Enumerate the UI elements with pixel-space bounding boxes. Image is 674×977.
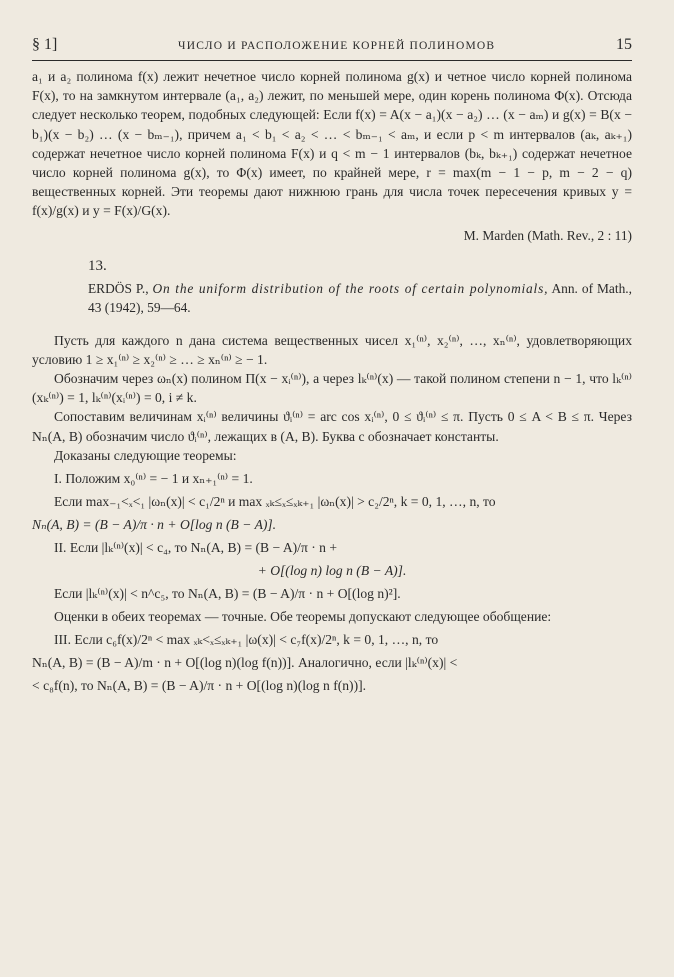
paragraph-angles: Сопоставим величинам xᵢ⁽ⁿ⁾ величины ϑᵢ⁽ⁿ⁾ = arc cos xᵢ⁽ⁿ⁾, 0 ≤ ϑᵢ⁽ⁿ⁾ ≤ π. Пусть 0 ≤ A < B ≤ π. Через Nₙ(A, B) обозначим число ϑᵢ⁽ⁿ⁾, лежащих в (A, B). Буква c обозначает константы. xyxy=(32,409,632,444)
reference-journal: Ann. of Math., 43 (1942), 59—64. xyxy=(88,280,632,315)
reference-title: On the uniform distribution of the roots of certain polynomials, xyxy=(152,280,549,296)
theorem-1-result: Nₙ(A, B) = (B − A)/π · n + O[log n (B − A)]. xyxy=(32,517,277,533)
running-header xyxy=(32,36,632,54)
review-attribution: M. Marden (Math. Rev., 2 : 11) xyxy=(463,227,632,243)
paragraph-theorems-intro: Доказаны следующие теоремы: xyxy=(54,447,237,463)
theorem-2-alternative: Если |lₖ⁽ⁿ⁾(x)| < n^c₅, то Nₙ(A, B) = (B − A)/π · n + O[(log n)²]. xyxy=(54,586,401,602)
page-number: 15 xyxy=(616,36,632,53)
header-rule xyxy=(32,60,632,61)
theorem-3-result: Nₙ(A, B) = (B − A)/m · n + O[(log n)(log f(n))]. Аналогично, если |lₖ⁽ⁿ⁾(x)| < xyxy=(32,655,458,671)
section-mark: § 1] xyxy=(32,36,58,53)
item-number: 13. xyxy=(88,257,107,274)
theorem-1-head: I. Положим x₀⁽ⁿ⁾ = − 1 и xₙ₊₁⁽ⁿ⁾ = 1. xyxy=(54,471,253,487)
paragraph-setup: Пусть для каждого n дана система вещественных чисел x₁⁽ⁿ⁾, x₂⁽ⁿ⁾, …, xₙ⁽ⁿ⁾, удовлетворяющих условию 1 ≥ x₁⁽ⁿ⁾ ≥ x₂⁽ⁿ⁾ ≥ … ≥ xₙ⁽ⁿ⁾ ≥ − 1. xyxy=(32,332,632,367)
running-title: ЧИСЛО И РАСПОЛОЖЕНИЕ КОРНЕЙ ПОЛИНОМОВ xyxy=(178,40,496,52)
theorem-1-condition: Если max₋₁<ₓ<₁ |ωₙ(x)| < c₁/2ⁿ и max ₓₖ≤ₓ≤ₓₖ₊₁ |ωₙ(x)| > c₂/2ⁿ, k = 0, 1, …, n, то xyxy=(54,494,496,510)
theorem-3-tail: < c₈f(n), то Nₙ(A, B) = (B − A)/π · n + O[(log n)(log n f(n))]. xyxy=(32,678,367,694)
paragraph-definitions: Обозначим через ωₙ(x) полином Π(x − xᵢ⁽ⁿ⁾), а через lₖ⁽ⁿ⁾(x) — такой полином степени n − 1, что lₖ⁽ⁿ⁾(xₖ⁽ⁿ⁾) = 1, lₖ⁽ⁿ⁾(xᵢ⁽ⁿ⁾) = 0, i ≠ k. xyxy=(32,371,632,406)
paragraph-remarks: Оценки в обеих теоремах — точные. Обе теоремы допускают следующее обобщение: xyxy=(54,609,552,625)
paragraph-review-continuation: a₁ и a₂ полинома f(x) лежит нечетное число корней полинома g(x) и четное число корней полинома F(x), то на замкнутом интервале (a₁, a₂) лежит, по меньшей мере, один корень полинома Φ(x). Отсюда следует несколько теорем, подобных следующей: Если f(x) = A(x − a₁)(x − a₂) … (x − aₘ) и g(x) = B(x − b₁)(x − b₂) … (x − bₘ₋₁), причем a₁ < b₁ < a₂ < … < bₘ₋₁ < aₘ, и если p < m интервалов (aₖ, aₖ₊₁) содержат нечетное число корней полинома F(x) и q < m − 1 интервалов (bₖ, bₖ₊₁) содержат нечетное число корней полинома g(x), то Φ(x) имеет, по крайней мере, r = max(m − 1 − p, m − 2 − q) вещественных корней. Эти теоремы дают нижнюю грань для числа точек пересечения кривых y = f(x)/g(x) и y = F(x)/G(x). xyxy=(32,69,632,219)
bibliographic-reference xyxy=(88,279,632,317)
theorem-3-head: III. Если c₆f(x)/2ⁿ < max ₓₖ<ₓ≤ₓₖ₊₁ |ω(x)| < c₇f(x)/2ⁿ, k = 0, 1, …, n, то xyxy=(54,632,439,648)
reference-author: ERDÖS P., xyxy=(88,280,149,296)
theorem-2-tail: + O[(log n) log n (B − A)]. xyxy=(257,563,407,579)
theorem-2-head: II. Если |lₖ⁽ⁿ⁾(x)| < c₄, то Nₙ(A, B) = (B − A)/π · n + xyxy=(54,540,337,556)
